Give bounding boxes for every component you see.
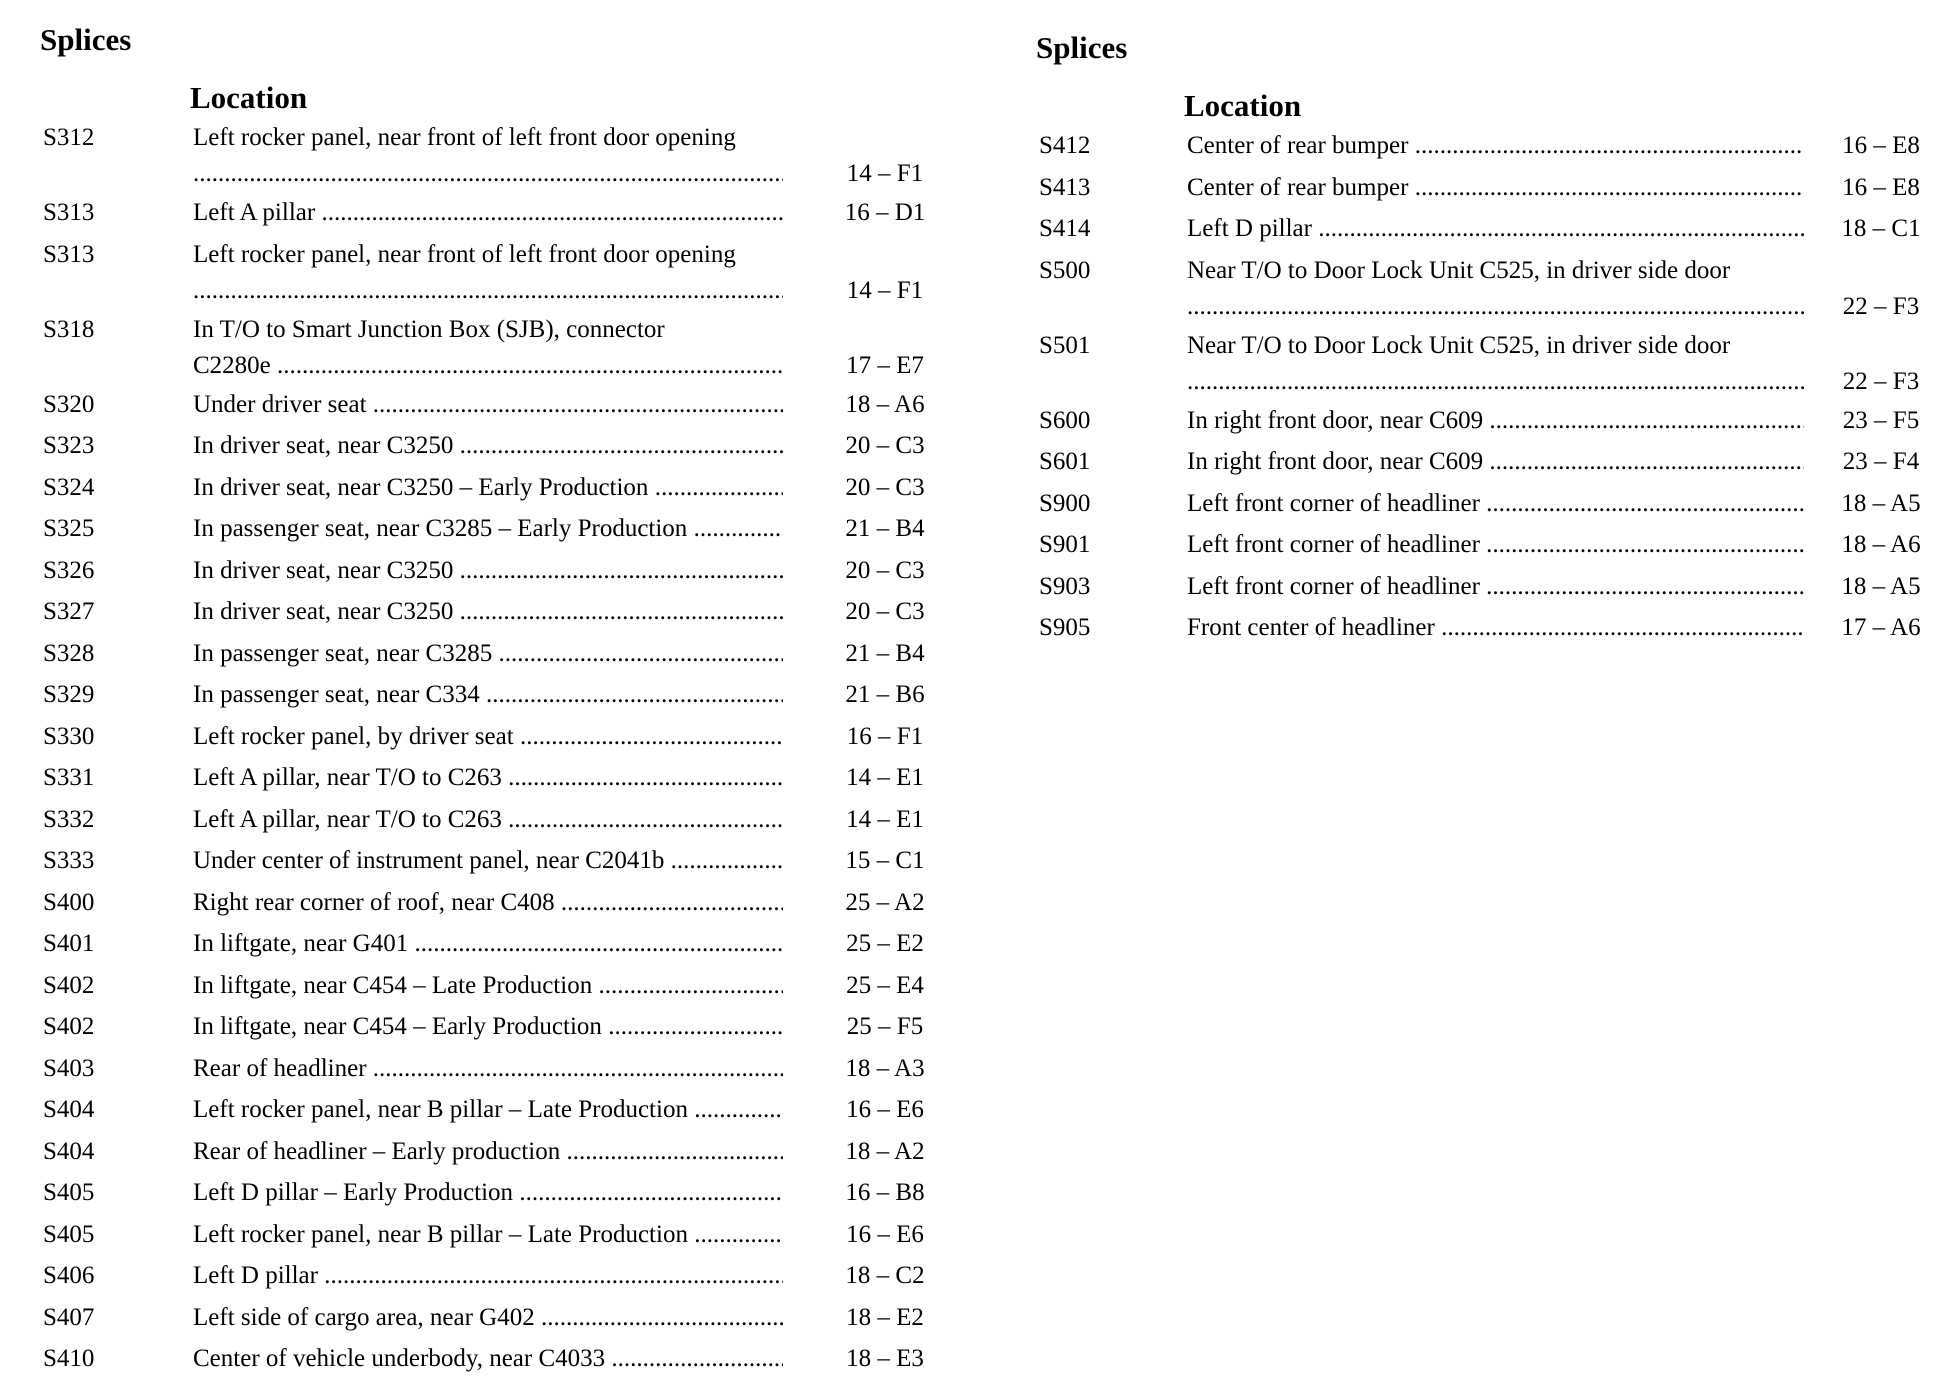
- grid-reference: 16 – F1: [846, 722, 924, 750]
- splice-location-text: Left rocker panel, near B pillar – Late Production .....: [193, 1096, 783, 1123]
- splice-id: S313: [43, 240, 95, 268]
- splice-location-text: Left rocker panel, near B pillar – Late Production .....: [193, 1221, 783, 1248]
- splice-id: S405: [43, 1179, 95, 1206]
- grid-reference: 18 – A5: [1841, 572, 1921, 600]
- splice-row: [0, 640, 960, 682]
- splice-location: [193, 723, 783, 751]
- splice-location: [193, 1179, 783, 1207]
- splice-location: [193, 681, 783, 709]
- grid-reference: 25 – E4: [846, 971, 924, 999]
- splice-location-text: Left A pillar, near T/O to C263 .....: [193, 806, 783, 833]
- splice-location-continued: [193, 352, 783, 380]
- splice-row: [0, 1262, 960, 1304]
- splice-location: [193, 474, 783, 502]
- splice-list: [0, 124, 960, 1387]
- section-heading: Splices: [40, 22, 132, 57]
- splice-location-text: Center of rear bumper .....: [1187, 174, 1804, 201]
- splice-row: [0, 241, 960, 316]
- splice-location-text: In right front door, near C609 .....: [1187, 407, 1804, 434]
- splice-location-text: In liftgate, near C454 – Early Production .....: [193, 1013, 783, 1040]
- splice-row: [0, 847, 960, 889]
- splice-row: [0, 1013, 960, 1055]
- grid-reference: 20 – C3: [845, 473, 925, 501]
- grid-reference: 18 – A6: [845, 390, 925, 418]
- section-heading: Splices: [1036, 30, 1128, 65]
- splice-location: [193, 764, 783, 792]
- grid-reference: 22 – F3: [1842, 367, 1920, 395]
- splice-row: [0, 124, 960, 199]
- splice-id: S404: [43, 1137, 95, 1165]
- splice-location-continued-text: [193, 277, 783, 304]
- splice-id: S400: [43, 888, 95, 916]
- splice-location-text: Near T/O to Door Lock Unit C525, in driver side door: [1187, 256, 1731, 284]
- splice-location-continued: [193, 160, 783, 188]
- grid-reference: 18 – E3: [846, 1345, 924, 1372]
- splice-location-text: Right rear corner of roof, near C408 .....: [193, 889, 783, 916]
- splice-row: [1030, 132, 1944, 174]
- splice-id: S501: [1039, 331, 1091, 359]
- splice-location-continued-text: [1187, 293, 1804, 320]
- splice-id: S412: [1039, 132, 1091, 159]
- splice-row: [0, 681, 960, 723]
- splice-location: [1187, 407, 1804, 435]
- splice-location-text: Left D pillar .....: [1187, 215, 1804, 242]
- grid-reference: 21 – B6: [845, 681, 925, 708]
- grid-reference: 25 – E2: [846, 930, 924, 957]
- splice-id: S905: [1039, 614, 1091, 641]
- splice-location-text: In liftgate, near G401 .....: [193, 930, 783, 957]
- splice-id: S414: [1039, 215, 1091, 242]
- splice-location-continued-text: C2280e .....: [193, 352, 783, 379]
- splice-id: S328: [43, 639, 95, 667]
- splice-location-text: Left rocker panel, near front of left front door opening: [193, 124, 736, 151]
- splice-id: S330: [43, 722, 95, 750]
- splice-id: S405: [43, 1220, 95, 1248]
- splice-row: [1030, 614, 1944, 656]
- splice-location-text: Left D pillar – Early Production .....: [193, 1179, 783, 1206]
- splice-row: [1030, 257, 1944, 332]
- grid-reference: 18 – C2: [845, 1262, 925, 1289]
- grid-reference: 18 – A6: [1841, 531, 1921, 558]
- splice-location: [1187, 257, 1804, 285]
- splice-id: S332: [43, 805, 95, 833]
- splice-id: S325: [43, 515, 95, 542]
- splice-row: [0, 1096, 960, 1138]
- grid-reference: 17 – A6: [1841, 614, 1921, 641]
- splice-location: [193, 972, 783, 1000]
- grid-reference: 22 – F3: [1842, 292, 1920, 320]
- splice-location: [193, 847, 783, 875]
- splice-location-text: Under driver seat .....: [193, 391, 783, 418]
- splice-location-text: In T/O to Smart Junction Box (SJB), connector: [193, 315, 665, 343]
- grid-reference: 20 – C3: [845, 556, 925, 584]
- splice-row: [0, 930, 960, 972]
- splice-id: S402: [43, 1013, 95, 1040]
- splice-location: [1187, 490, 1804, 518]
- splice-row: [0, 764, 960, 806]
- splice-location-text: In liftgate, near C454 – Late Production .....: [193, 972, 783, 999]
- splice-location-text: Left side of cargo area, near G402 .....: [193, 1304, 783, 1331]
- splice-location-text: Near T/O to Door Lock Unit C525, in driver side door: [1187, 331, 1731, 359]
- splice-row: [0, 889, 960, 931]
- splice-location: [193, 598, 783, 626]
- grid-reference: 23 – F4: [1842, 448, 1920, 475]
- splice-row: [0, 598, 960, 640]
- splice-id: S329: [43, 681, 95, 708]
- splice-location: [193, 1138, 783, 1166]
- splice-row: [0, 515, 960, 557]
- splice-location-text: In driver seat, near C3250 .....: [193, 432, 783, 459]
- grid-reference: 16 – B8: [845, 1179, 925, 1206]
- splice-location-text: In right front door, near C609 .....: [1187, 448, 1804, 475]
- splice-row: [1030, 215, 1944, 257]
- splice-location: [193, 1304, 783, 1332]
- splice-row: [0, 1055, 960, 1097]
- splice-location: [193, 806, 783, 834]
- grid-reference: 14 – F1: [846, 160, 924, 187]
- splice-id: S324: [43, 473, 95, 501]
- splice-location: [1187, 448, 1804, 476]
- grid-reference: 16 – E6: [846, 1096, 924, 1123]
- grid-reference: 14 – E1: [846, 764, 924, 791]
- grid-reference: 16 – E6: [846, 1220, 924, 1248]
- splice-id: S402: [43, 971, 95, 999]
- splice-location-continued: [193, 277, 783, 305]
- splice-id: S407: [43, 1303, 95, 1331]
- splice-row: [0, 557, 960, 599]
- splice-location: [1187, 614, 1804, 642]
- splice-location-text: Rear of headliner – Early production .....: [193, 1138, 783, 1165]
- splice-location-text: Left A pillar, near T/O to C263 .....: [193, 764, 783, 791]
- splice-location: [193, 930, 783, 958]
- splice-row: [1030, 332, 1944, 407]
- splice-row: [0, 1304, 960, 1346]
- splice-location-text: In passenger seat, near C334 .....: [193, 681, 783, 708]
- grid-reference: 25 – A2: [845, 888, 925, 916]
- grid-reference: 20 – C3: [845, 598, 925, 625]
- splice-location-continued: [1187, 368, 1804, 396]
- splice-id: S410: [43, 1345, 95, 1372]
- splice-location-text: Rear of headliner .....: [193, 1055, 783, 1082]
- splice-row: [0, 723, 960, 765]
- splice-row: [1030, 490, 1944, 532]
- splice-location: [193, 1096, 783, 1124]
- splice-row: [0, 432, 960, 474]
- grid-reference: 16 – E8: [1842, 132, 1920, 159]
- splice-location-text: Center of vehicle underbody, near C4033 .....: [193, 1345, 783, 1372]
- splice-id: S333: [43, 847, 95, 874]
- splice-location: [1187, 573, 1804, 601]
- splice-location: [193, 241, 783, 269]
- splice-location: [193, 515, 783, 543]
- splice-id: S327: [43, 598, 95, 625]
- splice-location-text: In driver seat, near C3250 .....: [193, 557, 783, 584]
- splice-location-text: Left D pillar .....: [193, 1262, 783, 1289]
- splice-location: [1187, 531, 1804, 559]
- splice-id: S600: [1039, 406, 1091, 434]
- splice-id: S601: [1039, 448, 1091, 475]
- splice-id: S401: [43, 930, 95, 957]
- grid-reference: 18 – C1: [1841, 215, 1921, 242]
- splice-location: [1187, 132, 1804, 160]
- grid-reference: 18 – A5: [1841, 489, 1921, 517]
- splice-row: [0, 474, 960, 516]
- location-column-header: Location: [190, 80, 308, 115]
- splice-location: [193, 1013, 783, 1041]
- splice-id: S318: [43, 315, 95, 343]
- splice-id: S500: [1039, 256, 1091, 284]
- splice-row: [0, 972, 960, 1014]
- splice-row: [0, 1138, 960, 1180]
- splice-row: [0, 199, 960, 241]
- splice-location: [1187, 332, 1804, 360]
- splice-location: [1187, 215, 1804, 243]
- location-column-header: Location: [1184, 88, 1302, 123]
- grid-reference: 18 – A3: [845, 1054, 925, 1082]
- splice-row: [1030, 448, 1944, 490]
- splice-row: [1030, 573, 1944, 615]
- splice-location: [193, 640, 783, 668]
- splice-location-text: Left front corner of headliner .....: [1187, 531, 1804, 558]
- splice-row: [0, 1221, 960, 1263]
- splice-id: S403: [43, 1054, 95, 1082]
- grid-reference: 15 – C1: [845, 847, 925, 874]
- splice-location-continued: [1187, 293, 1804, 321]
- splice-location: [193, 391, 783, 419]
- splice-location: [193, 1055, 783, 1083]
- splice-row: [0, 1345, 960, 1387]
- splice-location-text: Left rocker panel, near front of left front door opening: [193, 240, 736, 268]
- splice-id: S320: [43, 390, 95, 418]
- splice-id: S313: [43, 199, 95, 226]
- splice-location: [193, 124, 783, 152]
- splice-row: [0, 316, 960, 391]
- grid-reference: 14 – E1: [846, 805, 924, 833]
- splice-location-text: In passenger seat, near C3285 .....: [193, 640, 783, 667]
- grid-reference: 20 – C3: [845, 432, 925, 459]
- splice-id: S323: [43, 432, 95, 459]
- splice-location-continued-text: [1187, 368, 1804, 395]
- splice-id: S326: [43, 556, 95, 584]
- splice-list: [1030, 132, 1944, 656]
- splice-location: [193, 557, 783, 585]
- splice-location: [193, 1262, 783, 1290]
- splice-location-text: In driver seat, near C3250 – Early Production .....: [193, 474, 783, 501]
- splice-location: [193, 199, 783, 227]
- splice-location: [193, 1221, 783, 1249]
- grid-reference: 25 – F5: [846, 1013, 924, 1040]
- splice-row: [1030, 531, 1944, 573]
- splice-id: S331: [43, 764, 95, 791]
- splice-row: [0, 391, 960, 433]
- grid-reference: 21 – B4: [845, 639, 925, 667]
- splice-location: [1187, 174, 1804, 202]
- grid-reference: 16 – D1: [844, 199, 926, 226]
- grid-reference: 23 – F5: [1842, 406, 1920, 434]
- splice-row: [1030, 407, 1944, 449]
- splice-id: S312: [43, 124, 95, 151]
- splice-row: [0, 806, 960, 848]
- grid-reference: 14 – F1: [846, 276, 924, 304]
- splice-id: S406: [43, 1262, 95, 1289]
- splice-location-continued-text: [193, 160, 783, 187]
- grid-reference: 18 – E2: [846, 1303, 924, 1331]
- splice-id: S900: [1039, 489, 1091, 517]
- grid-reference: 18 – A2: [845, 1137, 925, 1165]
- grid-reference: 21 – B4: [845, 515, 925, 542]
- splice-location: [193, 889, 783, 917]
- splice-location-text: Left front corner of headliner .....: [1187, 573, 1804, 600]
- splice-id: S413: [1039, 173, 1091, 201]
- splice-id: S404: [43, 1096, 95, 1123]
- splice-location-text: Under center of instrument panel, near C2041b .....: [193, 847, 783, 874]
- splice-row: [0, 1179, 960, 1221]
- splice-id: S903: [1039, 572, 1091, 600]
- splice-location: [193, 1345, 783, 1373]
- splice-id: S901: [1039, 531, 1091, 558]
- splice-location-text: In passenger seat, near C3285 – Early Production .....: [193, 515, 783, 542]
- splice-location-text: In driver seat, near C3250 .....: [193, 598, 783, 625]
- splice-location-text: Left A pillar .....: [193, 199, 783, 226]
- splice-location-text: Center of rear bumper .....: [1187, 132, 1804, 159]
- splice-location: [193, 432, 783, 460]
- grid-reference: 16 – E8: [1842, 173, 1920, 201]
- splice-row: [1030, 174, 1944, 216]
- splice-location: [193, 316, 783, 344]
- splice-location-text: Left front corner of headliner .....: [1187, 490, 1804, 517]
- grid-reference: 17 – E7: [846, 351, 924, 379]
- splice-location-text: Front center of headliner .....: [1187, 614, 1804, 641]
- splice-location-text: Left rocker panel, by driver seat .....: [193, 723, 783, 750]
